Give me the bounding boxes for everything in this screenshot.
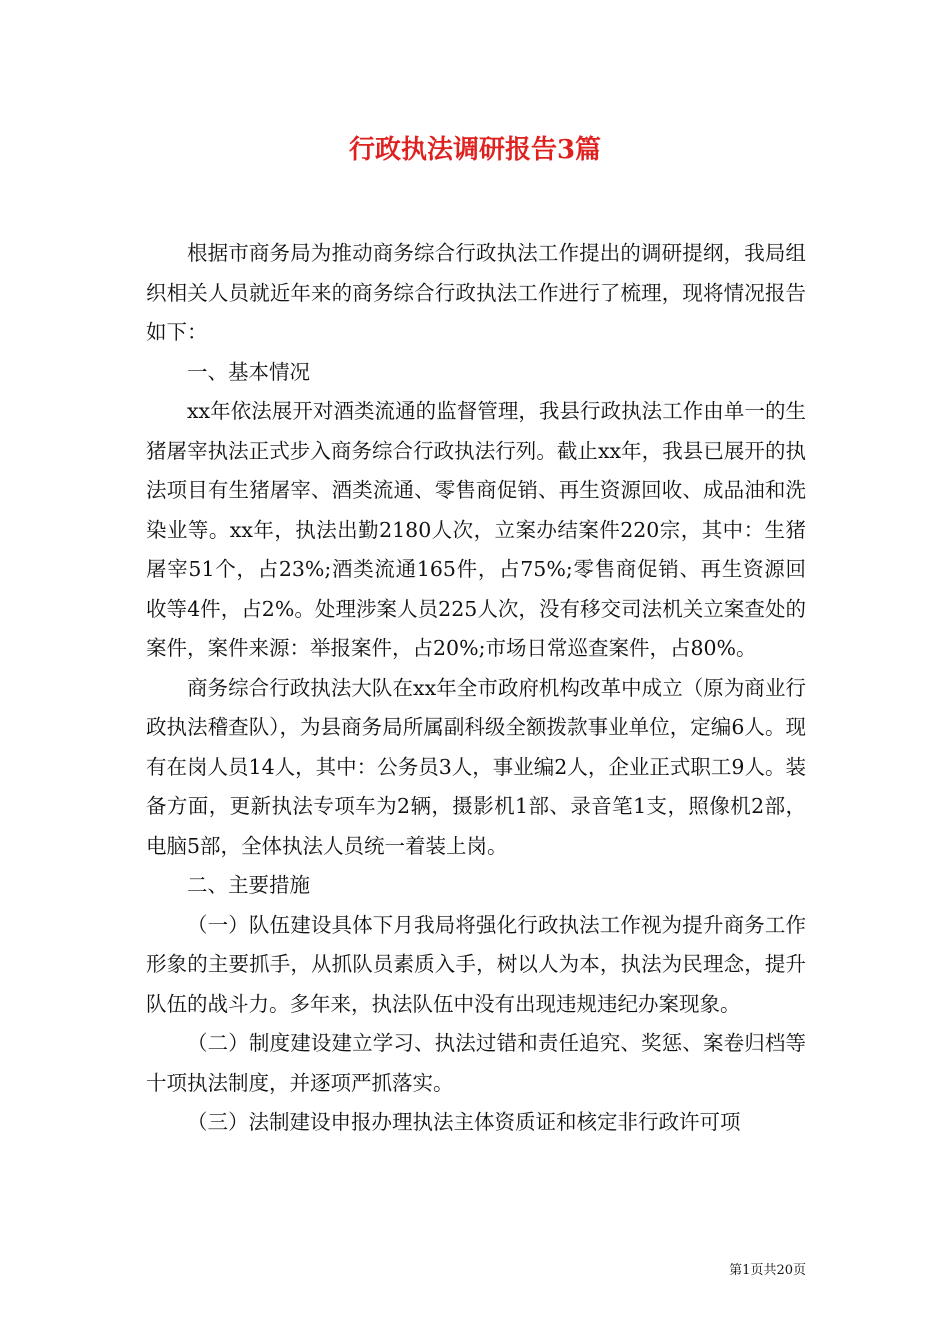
paragraph-brigade-info: 商务综合行政执法大队在xx年全市政府机构改革中成立（原为商业行政执法稽查队），为县商务局所属副科级全额拨款事业单位，定编6人。现有在岗人员14人，其中：公务员3人，事业编2人，企业正式职工9人。装备方面，更新执法专项车为2辆，摄影机1部、录音笔1支，照像机2部，电脑5部，全体执法人员统一着装上岗。 (146, 675, 806, 858)
paragraph-legal-building: （三）法制建设申报办理执法主体资质证和核定非行政许可项 (187, 1110, 741, 1134)
paragraph-system-building: （二）制度建设建立学习、执法过错和责任追究、奖惩、案卷归档等十项执法制度，并逐项严抓落实。 (146, 1031, 806, 1095)
section-heading-measures: 二、主要措施 (187, 873, 310, 897)
paragraph-intro: 根据市商务局为推动商务综合行政执法工作提出的调研提纲，我局组织相关人员就近年来的商务综合行政执法工作进行了梳理，现将情况报告如下： (146, 241, 806, 344)
document-body (146, 234, 806, 1143)
page-number: 第1页共20页 (729, 1263, 806, 1278)
paragraph-team-building: （一）队伍建设具体下月我局将强化行政执法工作视为提升商务工作形象的主要抓手，从抓队员素质入手，树以人为本，执法为民理念，提升队伍的战斗力。多年来，执法队伍中没有出现违规违纪办案现象。 (146, 912, 806, 1016)
section-heading-basic: 一、基本情况 (187, 359, 310, 384)
paragraph-enforcement-stats: xx年依法展开对酒类流通的监督管理，我县行政执法工作由单一的生猪屠宰执法正式步入商务综合行政执法行列。截止xx年，我县已展开的执法项目有生猪屠宰、酒类流通、零售商促销、再生资源回收、成品油和洗染业等。xx年，执法出勤2180人次，立案办结案件220宗，其中：生猪屠宰51个，占23%;酒类流通165件，占75%;零售商促销、再生资源回收等4件，占2%。处理涉案人员225人次，没有移交司法机关立案查处的案件，案件来源：举报案件，占20%;市场日常巡查案件，占80%。 (146, 399, 806, 660)
page-title: 行政执法调研报告3篇 (348, 135, 602, 165)
